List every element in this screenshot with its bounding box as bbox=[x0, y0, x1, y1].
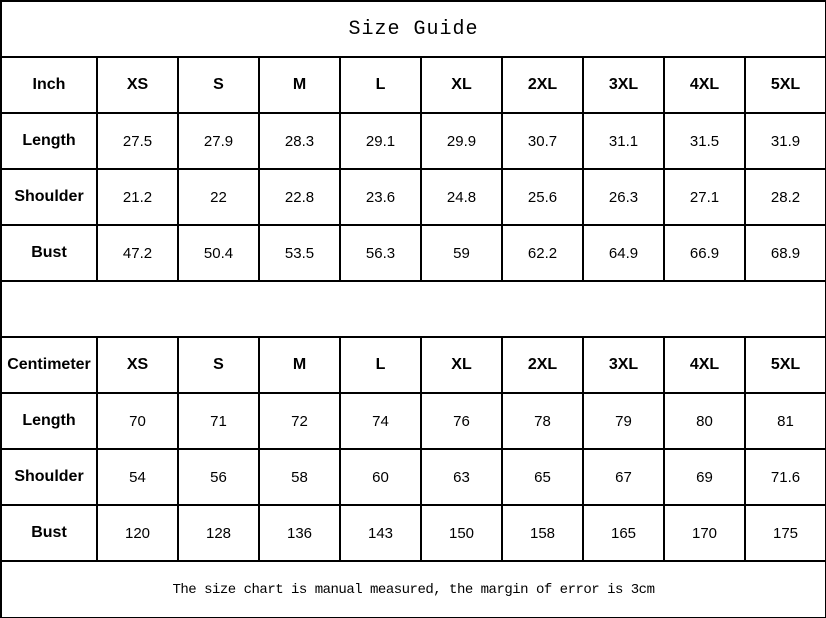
row-label: Length bbox=[1, 393, 97, 449]
inch-shoulder-row bbox=[1, 169, 826, 225]
size-value: 25.6 bbox=[502, 169, 583, 225]
size-value: 150 bbox=[421, 505, 502, 561]
size-col-header: 5XL bbox=[745, 57, 826, 113]
size-value: 120 bbox=[97, 505, 178, 561]
size-value: 68.9 bbox=[745, 225, 826, 281]
size-value: 175 bbox=[745, 505, 826, 561]
size-value: 74 bbox=[340, 393, 421, 449]
row-label: Length bbox=[1, 113, 97, 169]
unit-header-inch: Inch bbox=[1, 57, 97, 113]
size-value: 31.5 bbox=[664, 113, 745, 169]
size-value: 69 bbox=[664, 449, 745, 505]
cm-length-row bbox=[1, 393, 826, 449]
row-label: Bust bbox=[1, 505, 97, 561]
row-label: Shoulder bbox=[1, 449, 97, 505]
size-value: 29.1 bbox=[340, 113, 421, 169]
size-value: 53.5 bbox=[259, 225, 340, 281]
size-col-header: S bbox=[178, 337, 259, 393]
size-value: 27.5 bbox=[97, 113, 178, 169]
footer-note: The size chart is manual measured, the margin of error is 3cm bbox=[1, 561, 826, 618]
size-value: 66.9 bbox=[664, 225, 745, 281]
row-label: Bust bbox=[1, 225, 97, 281]
size-col-header: M bbox=[259, 337, 340, 393]
page-title: Size Guide bbox=[1, 1, 826, 57]
size-value: 28.3 bbox=[259, 113, 340, 169]
size-value: 47.2 bbox=[97, 225, 178, 281]
size-col-header: 4XL bbox=[664, 57, 745, 113]
size-value: 63 bbox=[421, 449, 502, 505]
size-value: 65 bbox=[502, 449, 583, 505]
size-value: 24.8 bbox=[421, 169, 502, 225]
size-value: 29.9 bbox=[421, 113, 502, 169]
cm-bust-row bbox=[1, 505, 826, 561]
spacer-cell bbox=[1, 281, 826, 337]
size-value: 22 bbox=[178, 169, 259, 225]
size-value: 71 bbox=[178, 393, 259, 449]
unit-header-centimeter: Centimeter bbox=[1, 337, 97, 393]
size-value: 67 bbox=[583, 449, 664, 505]
size-value: 136 bbox=[259, 505, 340, 561]
size-value: 80 bbox=[664, 393, 745, 449]
size-col-header: 4XL bbox=[664, 337, 745, 393]
size-value: 31.1 bbox=[583, 113, 664, 169]
row-label: Shoulder bbox=[1, 169, 97, 225]
size-col-header: L bbox=[340, 57, 421, 113]
size-value: 58 bbox=[259, 449, 340, 505]
size-col-header: S bbox=[178, 57, 259, 113]
inch-length-row bbox=[1, 113, 826, 169]
size-value: 165 bbox=[583, 505, 664, 561]
size-col-header: 3XL bbox=[583, 57, 664, 113]
title-row bbox=[1, 1, 826, 57]
size-col-header: 2XL bbox=[502, 337, 583, 393]
cm-header-row bbox=[1, 337, 826, 393]
inch-header-row bbox=[1, 57, 826, 113]
size-value: 56.3 bbox=[340, 225, 421, 281]
size-value: 170 bbox=[664, 505, 745, 561]
size-value: 31.9 bbox=[745, 113, 826, 169]
inch-bust-row bbox=[1, 225, 826, 281]
spacer-row bbox=[1, 281, 826, 337]
size-value: 128 bbox=[178, 505, 259, 561]
size-col-header: XL bbox=[421, 57, 502, 113]
size-value: 21.2 bbox=[97, 169, 178, 225]
size-value: 64.9 bbox=[583, 225, 664, 281]
footer-row bbox=[1, 561, 826, 618]
size-value: 143 bbox=[340, 505, 421, 561]
size-col-header: XS bbox=[97, 57, 178, 113]
size-value: 27.1 bbox=[664, 169, 745, 225]
size-value: 54 bbox=[97, 449, 178, 505]
size-col-header: M bbox=[259, 57, 340, 113]
size-col-header: 5XL bbox=[745, 337, 826, 393]
size-value: 23.6 bbox=[340, 169, 421, 225]
size-col-header: XL bbox=[421, 337, 502, 393]
size-col-header: L bbox=[340, 337, 421, 393]
size-value: 79 bbox=[583, 393, 664, 449]
size-col-header: 3XL bbox=[583, 337, 664, 393]
size-value: 28.2 bbox=[745, 169, 826, 225]
size-value: 158 bbox=[502, 505, 583, 561]
size-value: 60 bbox=[340, 449, 421, 505]
size-value: 56 bbox=[178, 449, 259, 505]
size-value: 81 bbox=[745, 393, 826, 449]
size-col-header: 2XL bbox=[502, 57, 583, 113]
size-value: 78 bbox=[502, 393, 583, 449]
size-value: 27.9 bbox=[178, 113, 259, 169]
size-value: 26.3 bbox=[583, 169, 664, 225]
size-value: 71.6 bbox=[745, 449, 826, 505]
size-value: 30.7 bbox=[502, 113, 583, 169]
size-value: 72 bbox=[259, 393, 340, 449]
size-value: 70 bbox=[97, 393, 178, 449]
size-col-header: XS bbox=[97, 337, 178, 393]
size-value: 22.8 bbox=[259, 169, 340, 225]
cm-shoulder-row bbox=[1, 449, 826, 505]
size-value: 62.2 bbox=[502, 225, 583, 281]
size-value: 76 bbox=[421, 393, 502, 449]
size-value: 50.4 bbox=[178, 225, 259, 281]
size-value: 59 bbox=[421, 225, 502, 281]
